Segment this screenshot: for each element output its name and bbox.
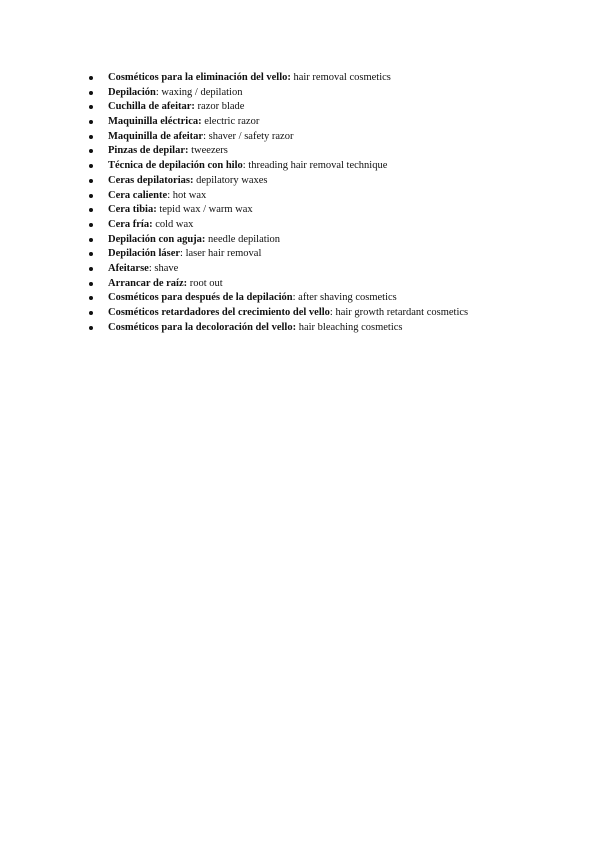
list-item (89, 233, 468, 248)
translation-text: electric razor (201, 116, 260, 128)
list-item (89, 115, 468, 130)
translation-text: : waxing / depilation (155, 86, 243, 98)
term-text: Cera fría: (108, 218, 153, 230)
term-text: Maquinilla de afeitar (108, 130, 204, 142)
list-item (89, 100, 468, 115)
term-text: Cosméticos para la eliminación del vello: (108, 72, 291, 83)
bullet-icon (89, 326, 93, 330)
list-item (89, 291, 468, 306)
translation-text: : shaver / safety razor (203, 130, 294, 142)
bullet-icon (89, 91, 93, 95)
bullet-icon (89, 296, 93, 300)
bullet-icon (89, 105, 93, 109)
translation-text: : hot wax (167, 189, 207, 201)
term-text: Depilación (108, 86, 156, 98)
translation-text: razor blade (194, 101, 245, 113)
term-text: Depilación láser (108, 248, 181, 260)
bullet-icon (89, 238, 93, 242)
vocabulary-list (89, 71, 468, 335)
list-item (89, 86, 468, 101)
bullet-icon (89, 282, 93, 286)
bullet-icon (89, 179, 93, 183)
translation-text: : threading hair removal technique (242, 160, 388, 172)
bullet-icon (89, 149, 93, 153)
bullet-icon (89, 208, 93, 212)
term-text: Cera tibia: (108, 204, 157, 216)
translation-text: : laser hair removal (180, 248, 262, 260)
term-text: Cosméticos para después de la depilación (108, 292, 293, 304)
list-item (89, 306, 468, 321)
term-text: Ceras depilatorias: (108, 174, 194, 186)
list-item (89, 130, 468, 145)
translation-text: tweezers (188, 145, 228, 157)
translation-text: : shave (148, 262, 179, 274)
translation-text: hair bleaching cosmetics (296, 321, 403, 333)
list-item (89, 277, 468, 292)
list-item (89, 247, 468, 262)
term-text: Cosméticos retardadores del crecimiento del vello (108, 307, 330, 318)
list-item (89, 262, 468, 277)
term-text: Maquinilla eléctrica: (108, 116, 202, 128)
bullet-icon (89, 120, 93, 124)
list-item (89, 174, 468, 189)
list-item (89, 321, 468, 336)
translation-text: depilatory waxes (193, 174, 268, 186)
list-item (89, 203, 468, 218)
term-text: Cuchilla de afeitar: (108, 101, 195, 113)
list-item (89, 218, 468, 233)
term-text: Arrancar de raíz: (108, 277, 188, 289)
bullet-icon (89, 76, 93, 80)
list-item (89, 189, 468, 204)
bullet-icon (89, 267, 93, 271)
list-item (89, 144, 468, 159)
bullet-icon (89, 194, 93, 198)
bullet-icon (89, 135, 93, 139)
translation-text: needle depilation (205, 233, 281, 245)
bullet-icon (89, 164, 93, 168)
translation-text: : hair growth retardant cosmetics (329, 307, 469, 318)
translation-text: tepid wax / warm wax (156, 204, 253, 216)
bullet-icon (89, 223, 93, 227)
term-text: Técnica de depilación con hilo (108, 160, 243, 172)
term-text: Afeitarse (108, 262, 149, 274)
translation-text: : after shaving cosmetics (292, 292, 397, 304)
translation-text: hair removal cosmetics (290, 72, 391, 83)
term-text: Cera caliente (108, 189, 168, 201)
term-text: Pinzas de depilar: (108, 145, 189, 157)
bullet-icon (89, 252, 93, 256)
translation-text: cold wax (152, 218, 194, 230)
translation-text: root out (187, 277, 223, 289)
list-item (89, 159, 468, 174)
term-text: Cosméticos para la decoloración del vello: (108, 321, 297, 333)
list-item (89, 71, 468, 86)
bullet-icon (89, 311, 93, 315)
term-text: Depilación con aguja: (108, 233, 206, 245)
